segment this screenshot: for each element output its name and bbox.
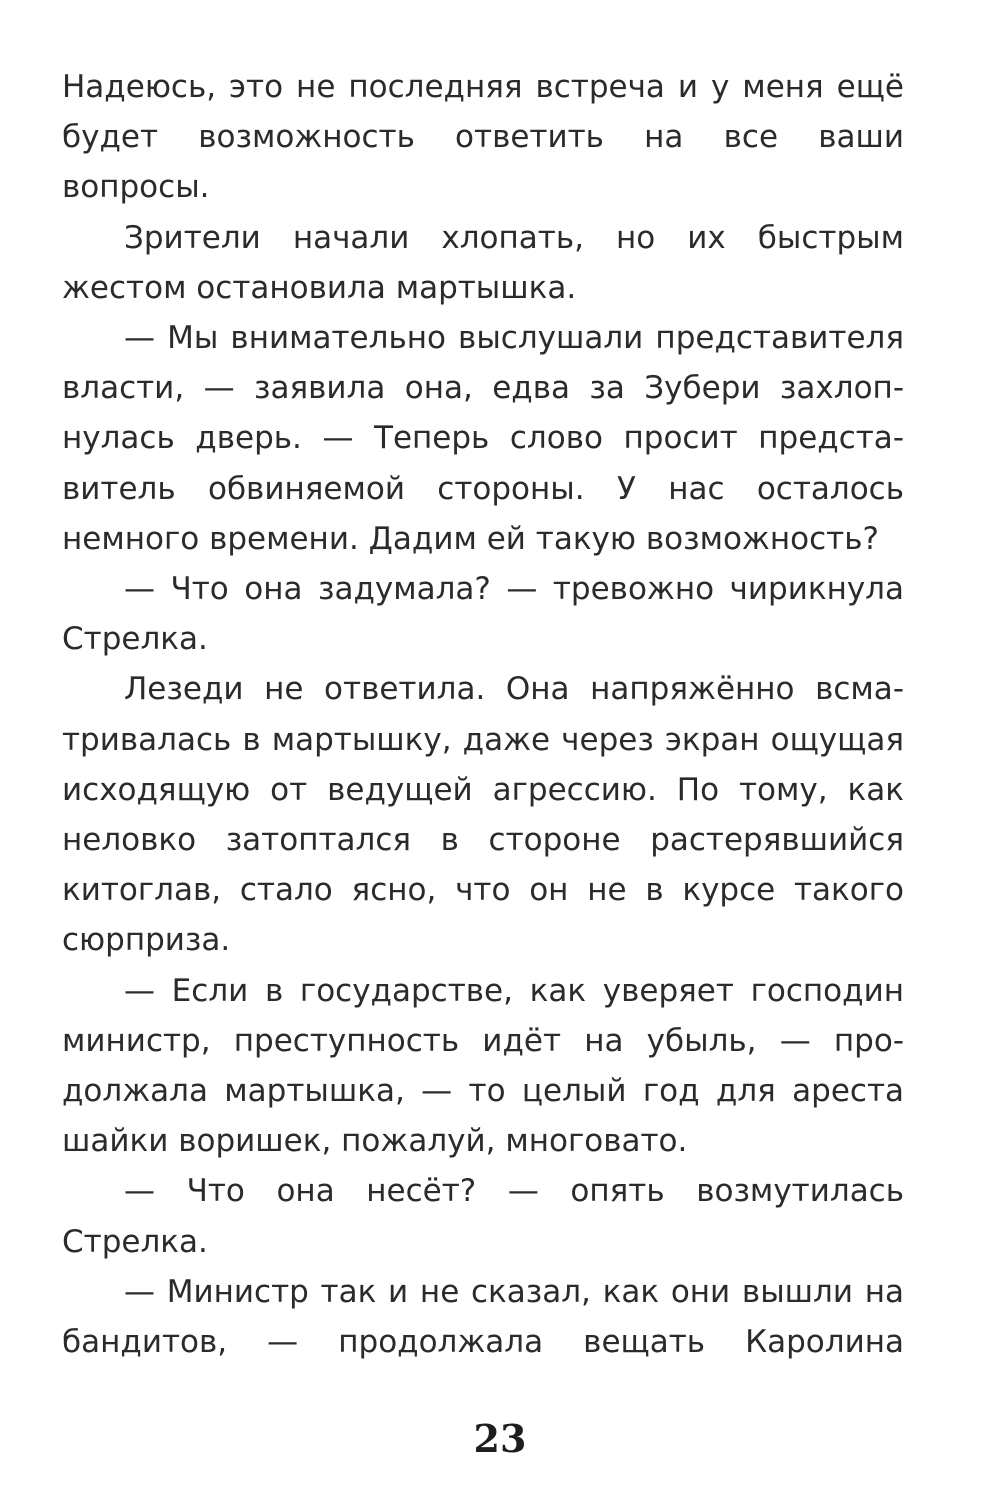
paragraph: Надеюсь, это не последняя встреча и у меня ещё будет возможность ответить на все ваши вопросы. [62,69,904,206]
paragraph: — Что она несёт? — опять возмутилась Стрелка. [62,1173,904,1260]
paragraph: — Министр так и не сказал, как они вышли на бандитов, — продолжала вещать Каролина [62,1273,904,1361]
page-body [62,62,904,1367]
paragraph: — Если в государстве, как уверяет господин министр, преступность идёт на убыль, — продолжала мартышка, — то целый год для ареста шайки воришек, пожалуй, многовато. [62,972,904,1160]
paragraph: Лезеди не ответила. Она напряжённо всматривалась в мартышку, даже через экран ощущая исходящую от ведущей агрессию. По тому, как неловко затоптался в стороне растерявшийся китоглав, стало ясно, что он не в курсе такого сюрприза. [62,671,904,959]
text-block [62,62,904,1367]
paragraph: Зрители начали хлопать, но их быстрым жестом остановила мартышка. [62,219,904,306]
paragraph: — Мы внимательно выслушали представителя власти, — заявила она, едва за Зубери захлопнулась дверь. — Теперь слово просит представитель обвиняемой стороны. У нас осталось немного времени. Дадим ей такую возможность? [62,320,904,557]
page-number: 23 [473,1416,527,1461]
paragraph: — Что она задумала? — тревожно чирикнула Стрелка. [62,571,904,658]
